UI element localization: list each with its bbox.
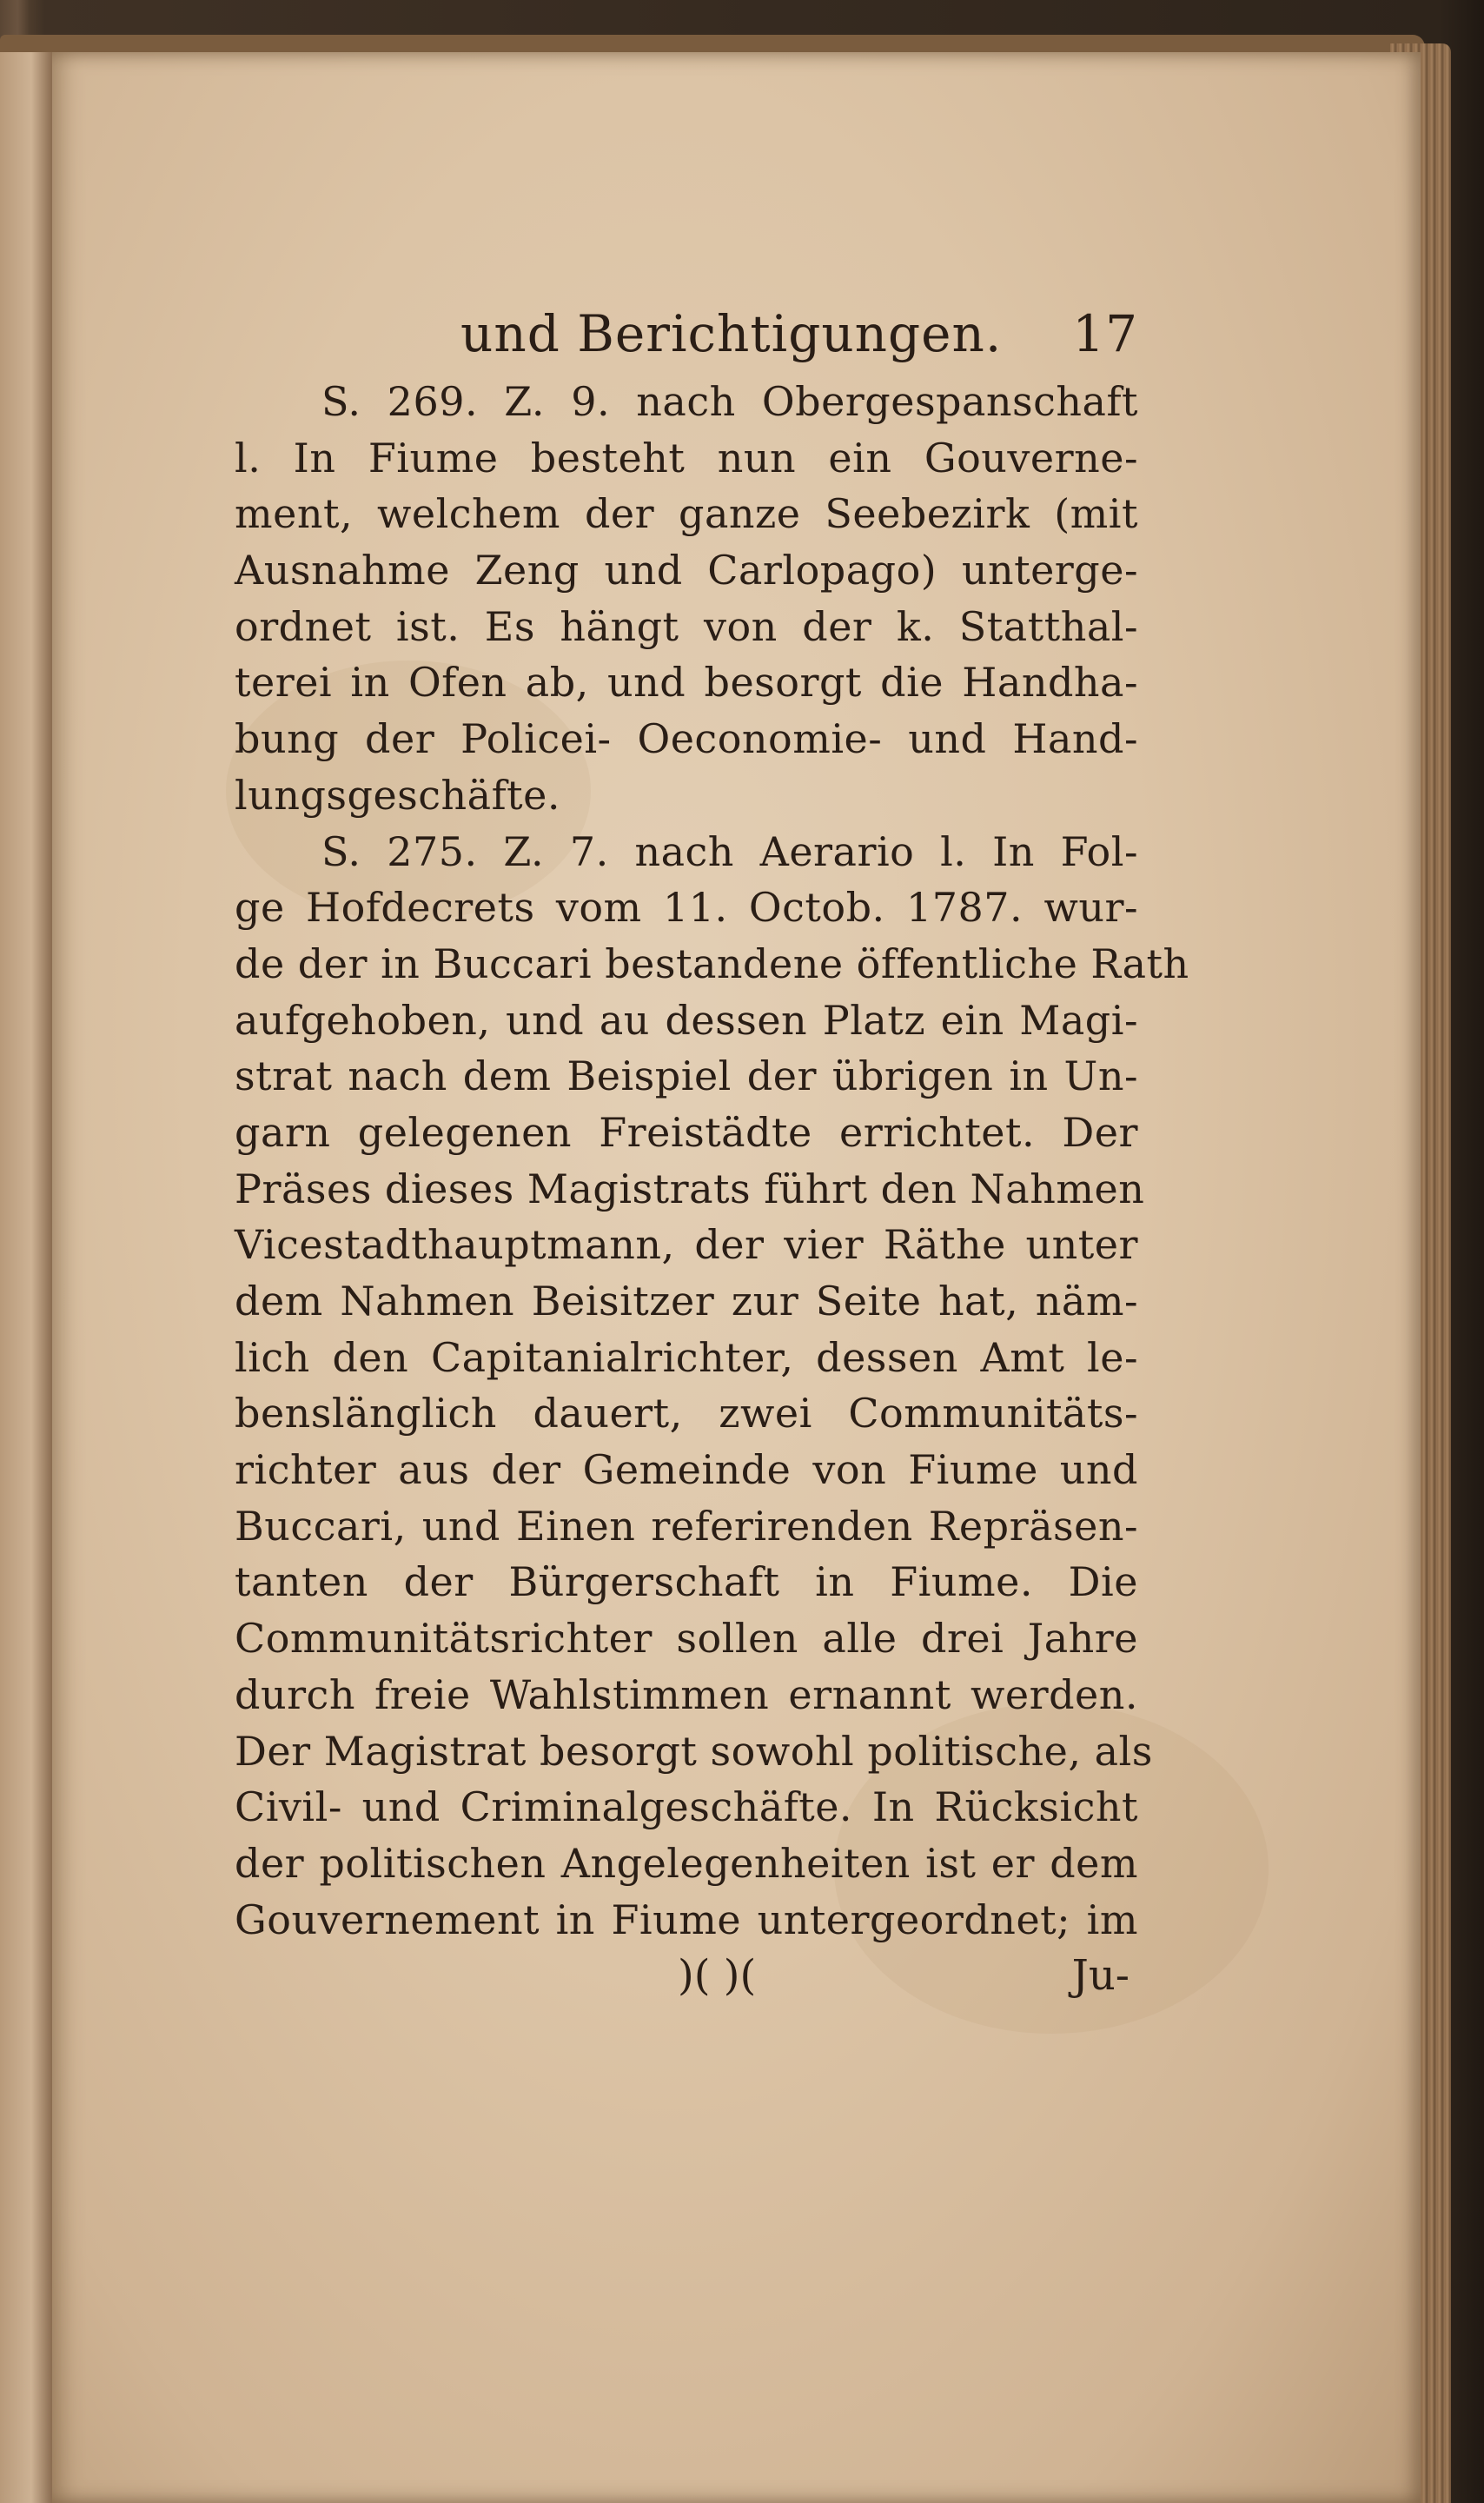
text-line: Gouvernement in Fiume untergeordnet; im: [235, 1896, 1138, 1943]
catchword: Ju-: [1071, 1951, 1130, 2001]
text-line: Communitätsrichter sollen alle drei Jahre: [235, 1615, 1138, 1663]
text-line: de der in Buccari bestandene öffentliche Rath: [235, 939, 1189, 987]
left-page-edge: [0, 52, 52, 2503]
text-line: Buccari, und Einen referirenden Repräsen-: [235, 1502, 1138, 1550]
text-line: ment, welchem der ganze Seebezirk (mit: [235, 490, 1138, 538]
text-line: benslänglich dauert, zwei Communitäts-: [235, 1390, 1138, 1437]
text-line: durch freie Wahlstimmen ernannt werden.: [235, 1670, 1138, 1718]
text-line: der politischen Angelegenheiten ist er dem: [235, 1839, 1138, 1887]
text-line: l. In Fiume besteht nun ein Gouverne-: [235, 434, 1138, 481]
body-text: [235, 374, 1189, 1948]
text-line: ordnet ist. Es hängt von der k. Statthal-: [235, 602, 1138, 650]
text-line: Civil- und Criminalgeschäfte. In Rücksicht: [235, 1783, 1138, 1831]
running-head: [235, 287, 1138, 374]
page-footer: [235, 1951, 1138, 2012]
text-line: garn gelegenen Freistädte errichtet. Der: [235, 1108, 1138, 1156]
running-head-title: und Berichtigungen.: [460, 304, 1003, 363]
text-line: Der Magistrat besorgt sowohl politische, als: [235, 1727, 1153, 1775]
text-line: ge Hofdecrets vom 11. Octob. 1787. wur-: [235, 884, 1138, 932]
page-number: 17: [1072, 304, 1138, 363]
page-text-block: [235, 287, 1189, 2012]
text-line: S. 269. Z. 9. nach Obergespanschaft: [321, 378, 1138, 425]
text-line: Vicestadthauptmann, der vier Räthe unter: [235, 1221, 1138, 1269]
text-line: dem Nahmen Beisitzer zur Seite hat, näm-: [235, 1278, 1138, 1325]
text-line: lich den Capitanialrichter, dessen Amt le-: [235, 1333, 1138, 1381]
text-line: aufgehoben, und au dessen Platz ein Magi-: [235, 996, 1138, 1044]
text-line: lungsgeschäfte.: [235, 771, 560, 819]
text-line: Ausnahme Zeng und Carlopago) unterge-: [235, 547, 1138, 594]
text-line: Präses dieses Magistrats führt den Nahmen: [235, 1165, 1145, 1212]
text-line: richter aus der Gemeinde von Fiume und: [235, 1446, 1138, 1494]
text-line: strat nach dem Beispiel der übrigen in Un-: [235, 1052, 1138, 1100]
text-line: tanten der Bürgerschaft in Fiume. Die: [235, 1558, 1138, 1606]
signature-mark: )( )(: [678, 1951, 757, 2001]
text-line: terei in Ofen ab, und besorgt die Handha-: [235, 659, 1138, 707]
text-line: S. 275. Z. 7. nach Aerario l. In Fol-: [321, 827, 1138, 875]
text-line: bung der Policei- Oeconomie- und Hand-: [235, 715, 1138, 763]
